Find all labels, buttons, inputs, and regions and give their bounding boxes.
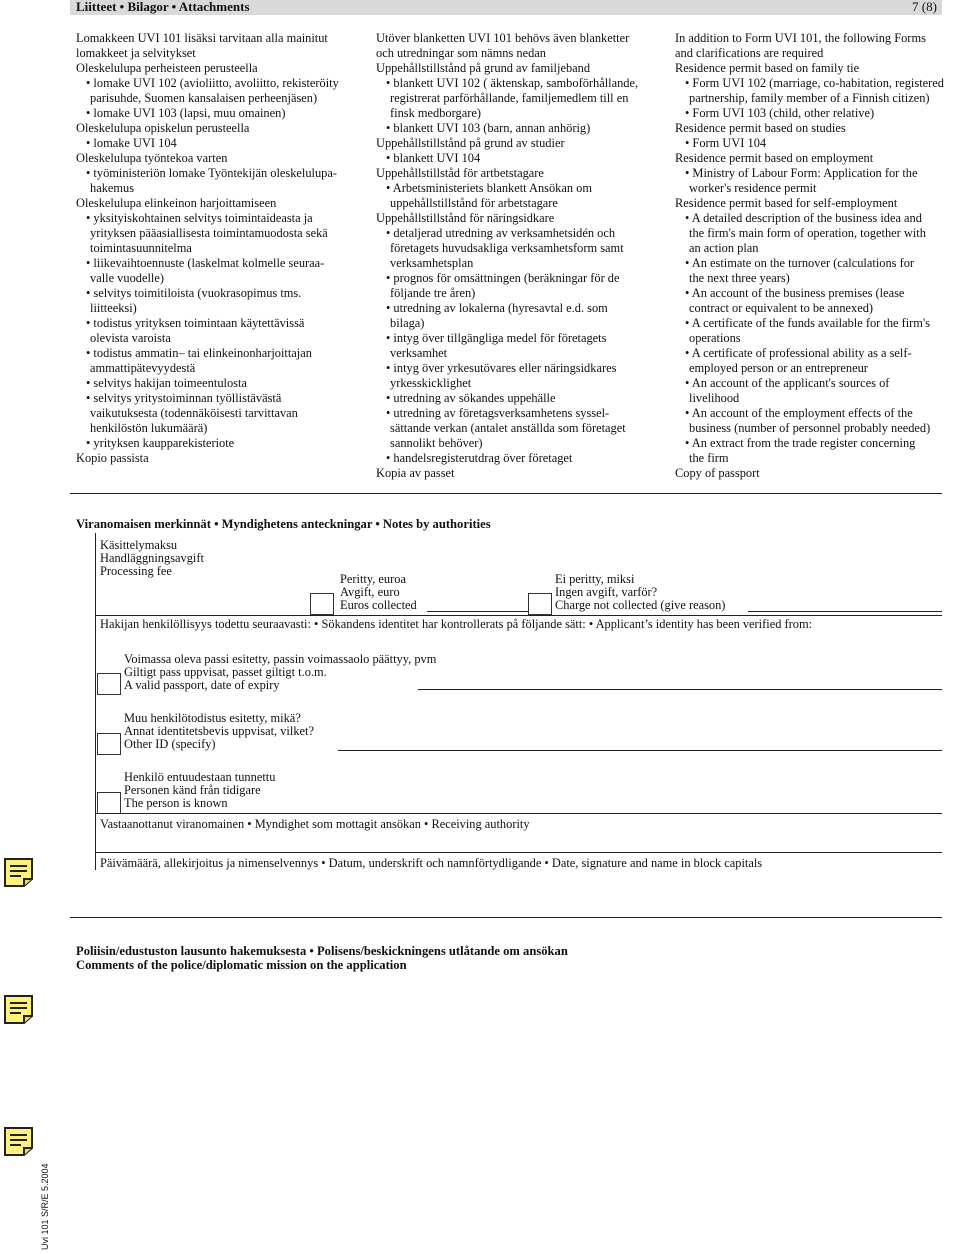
attachment-line: • An extract from the trade register concerning (685, 436, 916, 450)
fee-collected-checkbox[interactable] (310, 593, 334, 615)
attachment-line: sättande verkan (antalet anställda som företaget (390, 421, 626, 435)
passport-label-en: A valid passport, date of expiry (124, 678, 280, 692)
attachment-line: • handelsregisterutdrag över företaget (386, 451, 573, 465)
attachment-line: olevista varoista (90, 331, 171, 345)
attachment-line: • lomake UVI 104 (86, 136, 177, 150)
fee-label-fi: Käsittelymaksu (100, 538, 178, 552)
date-signature-label: Päivämäärä, allekirjoitus ja nimenselvennys • Datum, underskrift och namnförtydligande • Date, signature and name in block capitals (100, 856, 763, 870)
passport-label-fi: Voimassa oleva passi esitetty, passin voimassaolo päättyy, pvm (124, 652, 437, 666)
not-collected-label-en: Charge not collected (give reason) (555, 598, 726, 612)
attachment-line: • Form UVI 102 (marriage, co-habitation, registered (685, 76, 944, 90)
known-label-en: The person is known (124, 796, 228, 810)
attachment-line: • selvitys yritystoiminnan työllistävästä (86, 391, 282, 405)
police-heading-en: Comments of the police/diplomatic mission on the application (76, 958, 407, 972)
collected-label-fi: Peritty, euroa (340, 572, 406, 586)
page-title: Liitteet • Bilagor • Attachments (76, 0, 250, 14)
attachment-line: sannolikt behöver) (390, 436, 483, 450)
attachment-line: hakemus (90, 181, 135, 195)
attachment-line: livelihood (689, 391, 740, 405)
receiving-authority-label: Vastaanottanut viranomainen • Myndighet som mottagit ansökan • Receiving authority (100, 817, 530, 831)
notepad-icon (2, 1125, 35, 1158)
attachment-line: • intyg över yrkesutövares eller näringsidkares (386, 361, 617, 375)
attachment-line: finsk medborgare) (390, 106, 481, 120)
attachment-line: yrkesskicklighet (390, 376, 472, 390)
attachment-line: • lomake UVI 102 (avioliitto, avoliitto, rekisteröity (86, 76, 339, 90)
row-divider (95, 852, 942, 853)
attachment-line: • A certificate of professional ability as a self- (685, 346, 912, 360)
attachment-line: • lomake UVI 103 (lapsi, muu omainen) (86, 106, 286, 120)
section-divider (70, 917, 942, 918)
attachment-line: the firm's main form of operation, together with (689, 226, 926, 240)
fee-not-collected-checkbox[interactable] (528, 593, 552, 615)
not-collected-label-fi: Ei peritty, miksi (555, 572, 635, 586)
attachment-line: employed person or an entrepreneur (689, 361, 868, 375)
not-collected-label-sv: Ingen avgift, varför? (555, 585, 658, 599)
other-id-label-en: Other ID (specify) (124, 737, 216, 751)
attachment-line: Residence permit based on studies (675, 121, 846, 135)
other-id-label-sv: Annat identitetsbevis uppvisat, vilket? (124, 724, 314, 738)
notepad-icon (2, 993, 35, 1026)
attachment-line: • blankett UVI 102 ( äktenskap, samboförhållande, (386, 76, 639, 90)
attachment-line: • utredning av företagsverksamhetens syssel- (386, 406, 610, 420)
attachment-line: • An account of the applicant's sources of (685, 376, 890, 390)
attachment-line: Oleskelulupa työntekoa varten (76, 151, 228, 165)
attachment-line: Uppehållstillstånd på grund av familjeband (376, 61, 591, 75)
known-label-sv: Personen känd från tidigare (124, 783, 261, 797)
attachment-line: worker's residence permit (689, 181, 817, 195)
attachment-line: • An account of the employment effects of the (685, 406, 913, 420)
attachment-line: bilaga) (390, 316, 425, 330)
other-id-line (338, 750, 942, 751)
attachment-line: and clarifications are required (675, 46, 824, 60)
attachment-line: Residence permit based on family tie (675, 61, 860, 75)
attachment-line: partnership, family member of a Finnish citizen) (689, 91, 930, 105)
attachment-line: verksamhet (390, 346, 448, 360)
collected-label-sv: Avgift, euro (340, 585, 400, 599)
attachment-line: verksamhetsplan (390, 256, 474, 270)
attachment-line: • työministeriön lomake Työntekijän oleskelulupa- (86, 166, 338, 180)
attachment-line: lomakkeet ja selvitykset (76, 46, 196, 60)
passport-checkbox[interactable] (97, 673, 121, 695)
page-number: 7 (8) (912, 0, 937, 14)
fee-label-en: Processing fee (100, 564, 172, 578)
attachments-finnish-column (76, 31, 366, 466)
attachment-line: • A certificate of the funds available for the firm's (685, 316, 930, 330)
other-id-checkbox[interactable] (97, 733, 121, 755)
attachment-line: Residence permit based for self-employment (675, 196, 898, 210)
attachment-line: Copy of passport (675, 466, 760, 480)
attachment-line: Oleskelulupa perheisteen perusteella (76, 61, 258, 75)
known-person-checkbox[interactable] (97, 792, 121, 814)
other-id-label-fi: Muu henkilötodistus esitetty, mikä? (124, 711, 301, 725)
attachment-line: följande tre åren) (390, 286, 476, 300)
attachment-line: • utredning av sökandes uppehälle (386, 391, 556, 405)
known-label-fi: Henkilö entuudestaan tunnettu (124, 770, 276, 784)
attachment-line: liitteeksi) (90, 301, 137, 315)
attachment-line: • Arbetsministeriets blankett Ansökan om (386, 181, 593, 195)
attachment-line: ammattipätevyydestä (90, 361, 196, 375)
attachment-line: • utredning av lokalerna (hyresavtal e.d. som (386, 301, 608, 315)
attachment-line: Residence permit based on employment (675, 151, 874, 165)
attachment-line: • yksityiskohtainen selvitys toimintaideasta ja (86, 211, 313, 225)
attachment-line: toimintasuunnitelma (90, 241, 192, 255)
collected-label-en: Euros collected (340, 598, 417, 612)
attachment-line: • selvitys toimitiloista (vuokrasopimus tms. (86, 286, 302, 300)
attachment-line: • yrityksen kaupparekisteriote (86, 436, 235, 450)
fee-label-sv: Handläggningsavgift (100, 551, 204, 565)
passport-label-sv: Giltigt pass uppvisat, passet giltigt t.o.m. (124, 665, 327, 679)
attachment-line: yrityksen pääasiallisesta toimintamuodosta sekä (90, 226, 328, 240)
section-divider (70, 493, 942, 494)
attachment-line: företagets huvudsakliga verksamhetsform samt (390, 241, 624, 255)
attachment-line: uppehållstillstånd för arbetstagare (390, 196, 558, 210)
attachment-line: • A detailed description of the business idea and (685, 211, 922, 225)
attachment-line: • todistus yrityksen toimintaan käytettävissä (86, 316, 305, 330)
attachment-line: • prognos för omsättningen (beräkningar för de (386, 271, 620, 285)
police-heading: Poliisin/edustuston lausunto hakemuksesta • Polisens/beskickningens utlåtande om ansökan (76, 944, 568, 958)
attachment-line: • todistus ammatin– tai elinkeinonharjoittajan (86, 346, 312, 360)
attachment-line: • Form UVI 103 (child, other relative) (685, 106, 875, 120)
attachment-line: • An estimate on the turnover (calculations for (685, 256, 915, 270)
attachment-line: • blankett UVI 103 (barn, annan anhörig) (386, 121, 591, 135)
attachments-swedish-column (376, 31, 666, 481)
attachment-line: Kopio passista (76, 451, 149, 465)
attachment-line: vaikutuksesta (todennäköisesti tarvittavan (90, 406, 298, 420)
attachment-line: Uppehållstillstånd på grund av studier (376, 136, 565, 150)
attachment-line: • liikevaihtoennuste (laskelmat kolmelle seuraa- (86, 256, 325, 270)
attachment-line: henkilöstön lukumäärä) (90, 421, 208, 435)
attachment-line: • intyg över tillgängliga medel för företagets (386, 331, 607, 345)
attachments-english-column (675, 31, 950, 481)
passport-expiry-line (418, 689, 942, 690)
attachment-line: contract or equivalent to be annexed) (689, 301, 874, 315)
attachment-line: • selvitys hakijan toimeentulosta (86, 376, 247, 390)
authorities-heading: Viranomaisen merkinnät • Myndighetens anteckningar • Notes by authorities (76, 517, 491, 531)
fee-reason-line (748, 611, 942, 612)
row-divider (95, 615, 942, 616)
attachment-line: the firm (689, 451, 729, 465)
row-divider (95, 813, 942, 814)
attachment-line: och utredningar som nämns nedan (376, 46, 546, 60)
attachment-line: Oleskelulupa elinkeinon harjoittamiseen (76, 196, 277, 210)
attachment-line: • Form UVI 104 (685, 136, 767, 150)
attachment-line: • An account of the business premises (lease (685, 286, 905, 300)
attachment-line: Oleskelulupa opiskelun perusteella (76, 121, 250, 135)
authorities-left-rule (95, 533, 96, 870)
attachment-line: operations (689, 331, 741, 345)
attachment-line: the next three years) (689, 271, 790, 285)
attachment-line: business (number of personnel probably needed) (689, 421, 931, 435)
fee-amount-line (427, 611, 537, 612)
attachment-line: • blankett UVI 104 (386, 151, 481, 165)
attachment-line: Utöver blanketten UVI 101 behövs även blanketter (376, 31, 630, 45)
identity-heading: Hakijan henkilöllisyys todettu seuraavasti: • Sökandens identitet har kontrollerats på följande sätt: • Applicant’s identity has been verified from: (100, 617, 813, 631)
attachment-line: Lomakkeen UVI 101 lisäksi tarvitaan alla mainitut (76, 31, 328, 45)
attachment-line: In addition to Form UVI 101, the following Forms (675, 31, 926, 45)
attachment-line: Uppehållstillståd för artbetstagare (376, 166, 544, 180)
attachment-line: parisuhde, Suomen kansalaisen perheenjäsen) (90, 91, 318, 105)
attachment-line: • detaljerad utredning av verksamhetsidén och (386, 226, 616, 240)
notepad-icon (2, 856, 35, 889)
attachment-line: an action plan (689, 241, 759, 255)
form-code: Uvi 101 S/R/E 5.2004 (40, 1163, 50, 1250)
attachment-line: registrerat parförhållande, familjemedlem till en (390, 91, 629, 105)
attachment-line: Uppehållstillstånd för näringsidkare (376, 211, 555, 225)
attachment-line: valle vuodelle) (90, 271, 164, 285)
attachment-line: Kopia av passet (376, 466, 455, 480)
attachment-line: • Ministry of Labour Form: Application for the (685, 166, 918, 180)
